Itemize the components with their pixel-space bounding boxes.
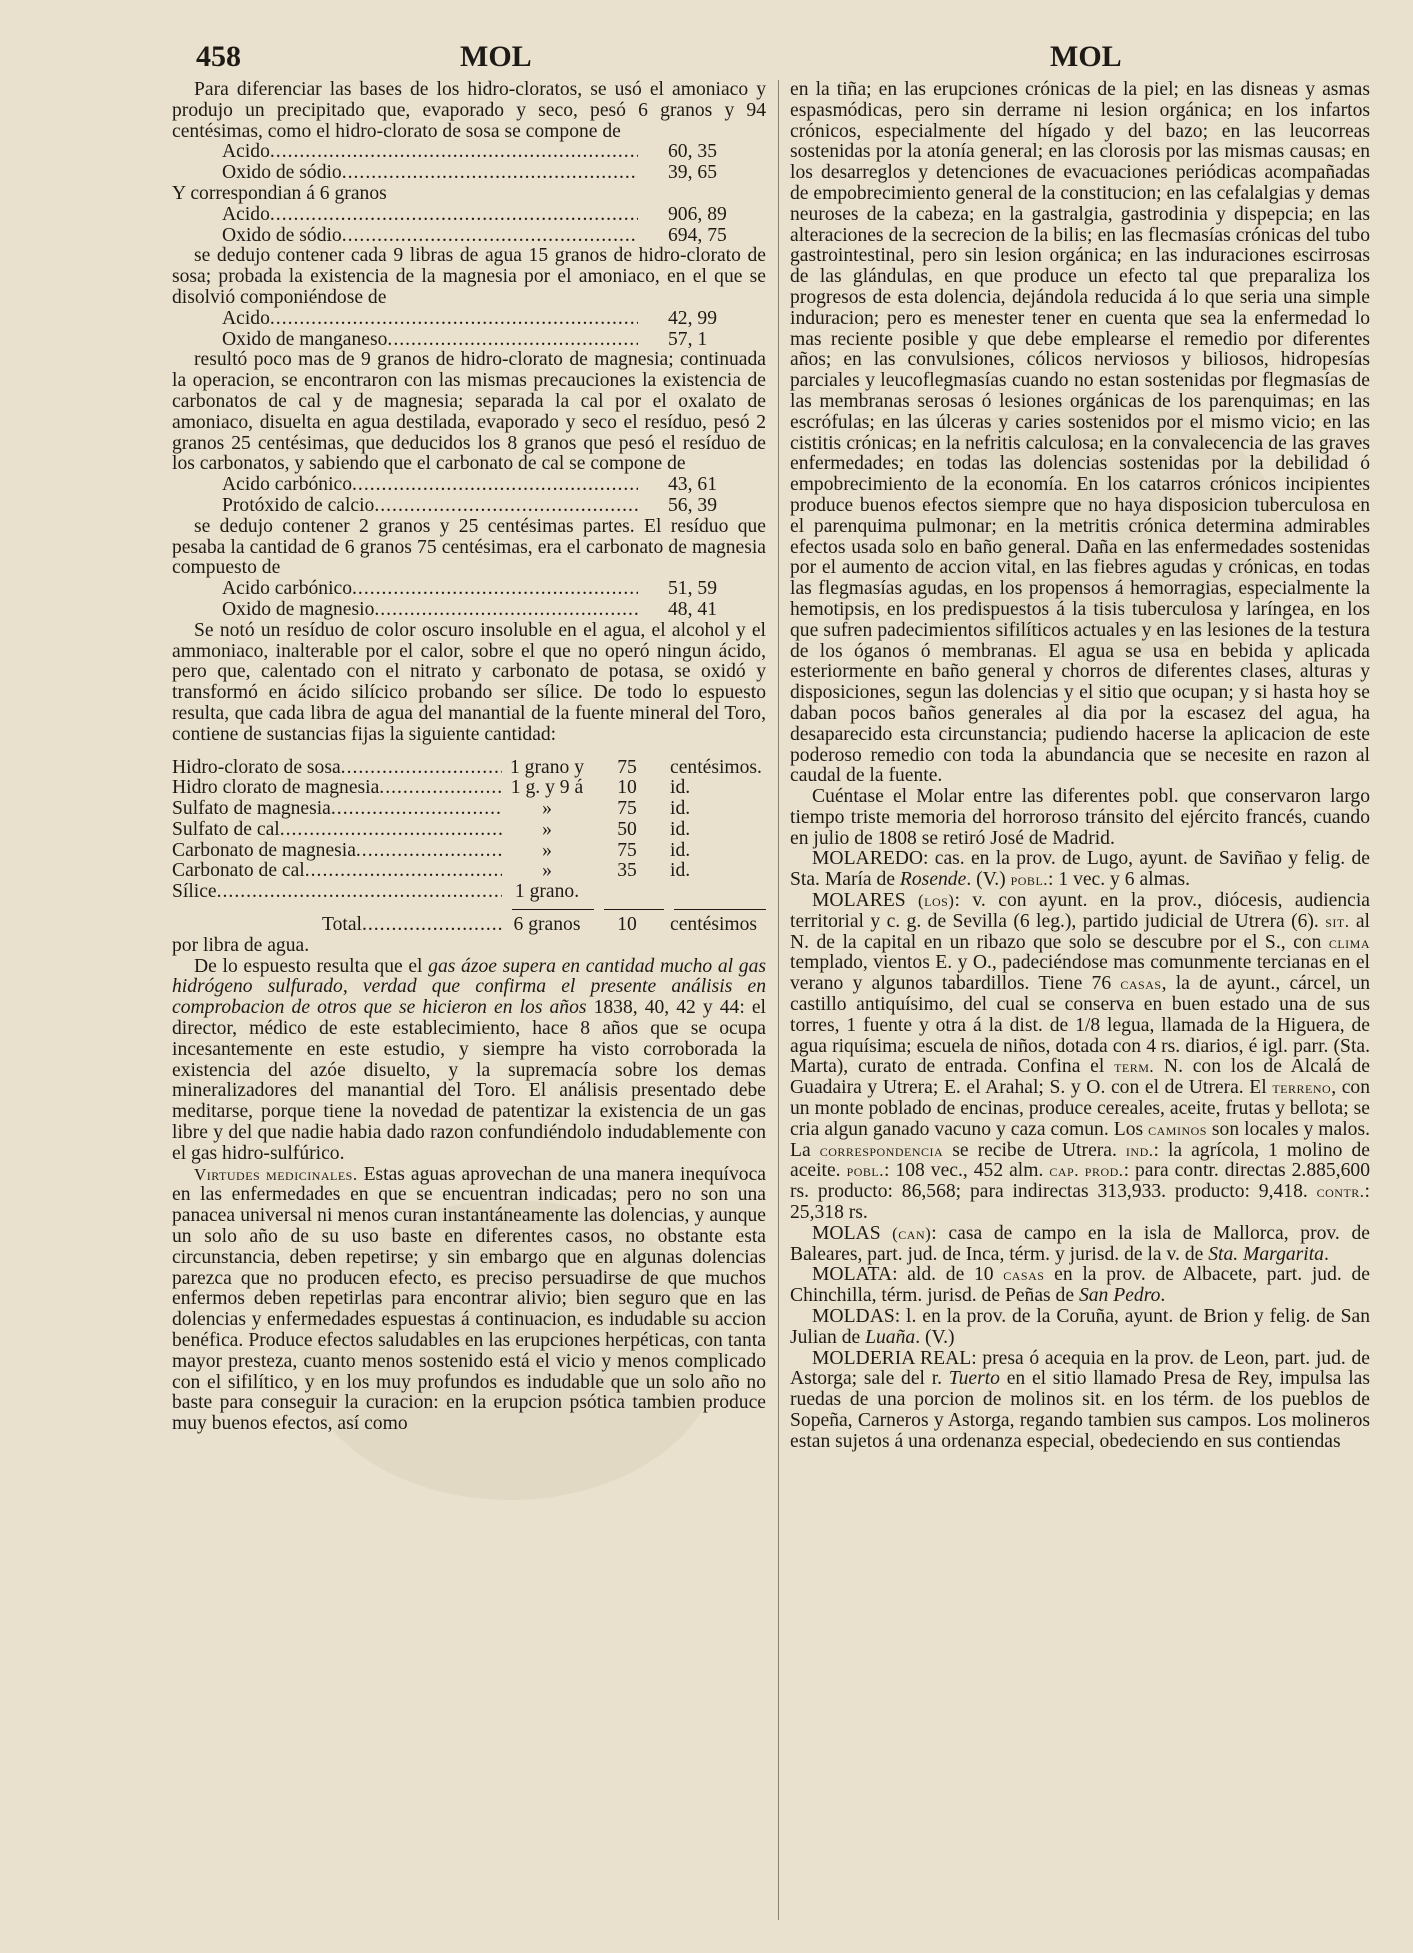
table-row: Hidro-clorato de sosa ..... 1 grano y 75 centésimos. (172, 758, 766, 779)
right-column (790, 80, 1370, 1453)
paragraph: se dedujo contener 2 granos y 25 centésimas partes. El resíduo que pesaba la cantidad de 6 granos 75 centésimas, era el carbonato de magnesia compuesto de (172, 515, 766, 579)
table-row: Hidro clorato de magnesia ..... 1 g. y 9 á 10 id. (172, 778, 766, 799)
composition-table (172, 142, 752, 184)
paragraph: por libra de agua. (172, 934, 310, 956)
running-head-left: MOL (460, 40, 532, 73)
paragraph: Virtudes medicinales. Estas aguas aprovechan de una manera inequívoca en las enfermedades en que se encuentran indicadas; pero no son una panacea universal ni menos curan instantáneamente las dolencias, y aunque un solo año de su uso baste en diferentes casos, no obstante esta circunstancia, deben repetirse; y sin embargo que en algunas dolencias parezca que no producen efecto, es preciso persuadirse de que muchos enfermos deben repetirlas para encontrar alivio; bien seguro que en las dolencias y enfermedades espuestas á continuacion, es indudable su accion benéfica. Produce efectos saludables en las erupciones herpéticas, con tanta mayor presteza, cuanto menos sostenido está el vicio y menos complicado con el sifilítico, y en los muy profundos es indudable que un solo año no baste para conseguir la curacion: en la erupcion psótica tambien produce muy buenos efectos, así como (172, 1163, 766, 1435)
table-row: Acido carbónico ..... 51, 59 (222, 579, 752, 600)
paragraph: resultó poco mas de 9 granos de hidro-clorato de magnesia; continuada la operacion, se encontraron con las mismas precauciones la existencia de carbonatos de cal y de magnesia; separada la cal por el oxalato de amoniaco, disuelta en agua destilada, evaporado y seco el resíduo, pesó 2 granos 25 centésimas, que deducidos los 8 granos que pesó el resíduo de los carbonatos, y sabiendo que el carbonato de cal se compone de (172, 349, 766, 475)
page-number: 458 (196, 40, 241, 73)
paragraph: De lo espuesto resulta que el gas ázoe supera en cantidad mucho al gas hidrógeno sulfurado, verdad que confirma el presente análisis en comprobacion de otros que se hicieron en los años 1838, 40, 42 y 44: el director, médico de este establecimiento, hace 8 años que se ocupa incesantemente en este estudio, y siempre ha visto corroborada la existencia del azóe disuelto, y la supremacía sobre los demas mineralizadores del manantial del Toro. El análisis presentado debe meditarse, porque tiene la novedad de patentizar la existencia de un gas libre y del que nadie habia dado razon confundiéndolo indudablemente con el gas hidro-sulfúrico. (172, 955, 766, 1164)
entry-molas: MOLAS (can): casa de campo en la isla de Mallorca, prov. de Baleares, part. jud. de Inca, térm. y jurisd. de la v. de Sta. Margarita. (790, 1222, 1370, 1265)
table-row: Acido ..... 42, 99 (222, 309, 752, 330)
running-head-right: MOL (1050, 40, 1122, 73)
table-row: Carbonato de cal ..... » 35 id. (172, 861, 766, 882)
table-row: Oxido de sódio ..... 694, 75 (222, 226, 752, 247)
paragraph: se dedujo contener cada 9 libras de agua 15 granos de hidro-clorato de sosa; probada la existencia de la magnesia por el amoniaco, en el que se disolvió componiéndose de (172, 245, 766, 308)
paragraph: Para diferenciar las bases de los hidro-cloratos, se usó el amoniaco y produjo un precipitado que, evaporado y seco, pesó 6 granos y 94 centésimas, como el hidro-clorato de sosa se compone de (172, 79, 766, 142)
entry-molares: MOLARES (los): v. con ayunt. en la prov., diócesis, audiencia territorial y c. g. de Sevilla (6 leg.), partido judicial de Utrera (6). sit. al N. de la capital en un ribazo que solo se descubre por el S., con clima templado, vientos E. y O., padeciéndose mas comunmente tercianas en el verano y algunos tabardillos. Tiene 76 casas, la de ayunt., cárcel, un castillo antiquísimo, del cual se conserva en buen estado una de sus torres, 1 fuente y otra á la dist. de 1/8 legua, llamada de la Higuera, de agua riquísima; escuela de niños, dotada con 4 rs. diarios, é igl. parr. (Sta. Marta), curato de entrada. Confina el term. N. con los de Alcalá de Guadaira y Utrera; E. el Arahal; S. y O. con el de Utrera. El terreno, con un monte poblado de encinas, produce cereales, aceite, frutas y bellota; se cria algun ganado vacuno y caza comun. Los caminos son locales y malos. La correspondencia se recibe de Utrera. ind.: la agrícola, 1 molino de aceite. pobl.: 108 vec., 452 alm. cap. prod.: para contr. directas 2.885,600 rs. producto: 86,568; para indirectas 313,933. producto: 9,418. contr.: 25,318 rs. (790, 890, 1371, 1224)
table-row: Carbonato de magnesia ..... » 75 id. (172, 841, 766, 862)
composition-table (172, 579, 752, 621)
section-heading: Virtudes medicinales. (194, 1164, 358, 1184)
table-row: Sulfato de magnesia ..... » 75 id. (172, 799, 766, 820)
paragraph: en la tiña; en las erupciones crónicas de la piel; en las disneas y asmas espasmódicas, pero sin derrame ni lesion orgánica; en los infartos crónicos, especialmente del hígado y del bazo; en las leucorreas sostenidas por la atonía general; en las clorosis por las mismas causas; en los desarreglos y detenciones de evacuaciones periódicas acompañadas de empobrecimiento general de la constitucion; en las cefalalgias y demas neuroses de la cabeza; en la gastralgia, gastrodinia y dispepcia; en las alteraciones de la secrecion de la bilis; en las flecmasías crónicas del tubo gastrointestinal, pero sin lesion orgánica; en las induraciones escirrosas de las glándulas, en que produce un efecto tal que preparaliza los progresos de esta dolencia, dejándola reducida á lo que seria una simple induracion; pero es menester tener en cuenta que sea la enfermedad lo mas reciente posible y que debe emplearse el remedio por diferentes años; en las convulsiones, cólicos nerviosos y biliosos, hidropesías parciales y leucoflegmasías cuando no estan sostenidas por flegmasías de las membranas serosas ó lesiones orgánicas de los parenquimas; en las escrófulas; en las úlceras y caries sostenidos por el mismo vicio; en las cistitis crónicas; en la nefritis calculosa; en la convalecencia de las graves enfermedades; en todas las dolencias sostenidas por la debilidad ó empobrecimiento de la economía. En los catarros crónicos incipientes produce buenos efectos siempre que no haya disposicion tuberculosa en el parenquima pulmonar; en la metritis crónica determina admirables efectos usada solo en baño general. Daña en las enfermedades sostenidas por el aumento de accion vital, en las fiebres agudas y crónicas, en todas las flegmasías agudas, en los propensos á hemorragias, especialmente la hemotipsis, en los predispuestos á la tisis tuberculosa y laríngea, en los que sufren padecimientos sifilíticos actuales y en las lesiones de la testura de los óganos ó membranas. El agua se usa en bebida y aplicada esteriormente en baño general y chorros de diferentes clases, alturas y disposiciones, segun las dolencias y el sitio que ocupan; y si hasta hoy se daban pocos baños generales al dia por la escasez del agua, ha desaparecido esta circunstancia; pudiendo hacerse la aplicacion de este poderoso remedio con toda la abundancia que se necesite en razon al caudal de la fuente. (790, 79, 1370, 787)
summary-table (172, 758, 766, 936)
table-row: Oxido de manganeso ..... 57, 1 (222, 330, 752, 351)
composition-table (172, 475, 752, 517)
column-divider (778, 80, 779, 1920)
table-row: Sílice ..... 1 grano. (172, 882, 766, 903)
subheading: Y correspondian á 6 granos (172, 182, 387, 204)
entry-molata: MOLATA: ald. de 10 casas en la prov. de Albacete, part. jud. de Chinchilla, térm. jurisd. de Peñas de San Pedro. (790, 1264, 1370, 1307)
total-row: Total ..... 6 granos 10 centésimos (172, 915, 766, 936)
table-row: Acido ..... 60, 35 (222, 142, 752, 163)
composition-table (172, 205, 752, 247)
table-row: Sulfato de cal ..... » 50 id. (172, 820, 766, 841)
entry-molderia-real: MOLDERIA REAL: presa ó acequia en la prov. de Leon, part. jud. de Astorga; sale del r. Tuerto en el sitio llamado Presa de Rey, impulsa las ruedas de una porcion de molinos sit. en los térm. de los pueblos de Sopeña, Carneros y Astorga, regando tambien sus campos. Los molineros estan sujetos á una ordenanza especial, obedeciendo en sus contiendas (790, 1347, 1370, 1452)
table-row: Oxido de sódio ..... 39, 65 (222, 163, 752, 184)
table-row: Oxido de magnesio ..... 48, 41 (222, 600, 752, 621)
paragraph: Cuéntase el Molar entre las diferentes pobl. que conservaron largo tiempo triste memoria del horroroso tránsito del ejército francés, cuando en julio de 1808 se retiró José de Madrid. (790, 786, 1370, 849)
entry-molaredo: MOLAREDO: cas. en la prov. de Lugo, ayunt. de Saviñao y felig. de Sta. María de Rosende. (V.) pobl.: 1 vec. y 6 almas. (790, 848, 1370, 891)
composition-table (172, 309, 752, 351)
entry-moldas: MOLDAS: l. en la prov. de la Coruña, ayunt. de Brion y felig. de San Julian de Luaña. (V.) (790, 1306, 1370, 1348)
table-row: Acido carbónico ..... 43, 61 (222, 475, 752, 496)
table-row: Protóxido de calcio ..... 56, 39 (222, 496, 752, 517)
table-row: Acido ..... 906, 89 (222, 205, 752, 226)
left-column (172, 80, 766, 1435)
paragraph: Se notó un resíduo de color oscuro insoluble en el agua, el alcohol y el ammoniaco, inalterable por el calor, sobre el que no operó ningun ácido, pero que, calentado con el nitrato y carbonato de potasa, se oxidó y transformó en ácido silícico probando ser sílice. De todo lo espuesto resulta, que cada libra de agua del manantial de la fuente mineral del Toro, contiene de sustancias fijas la siguiente cantidad: (172, 619, 766, 745)
